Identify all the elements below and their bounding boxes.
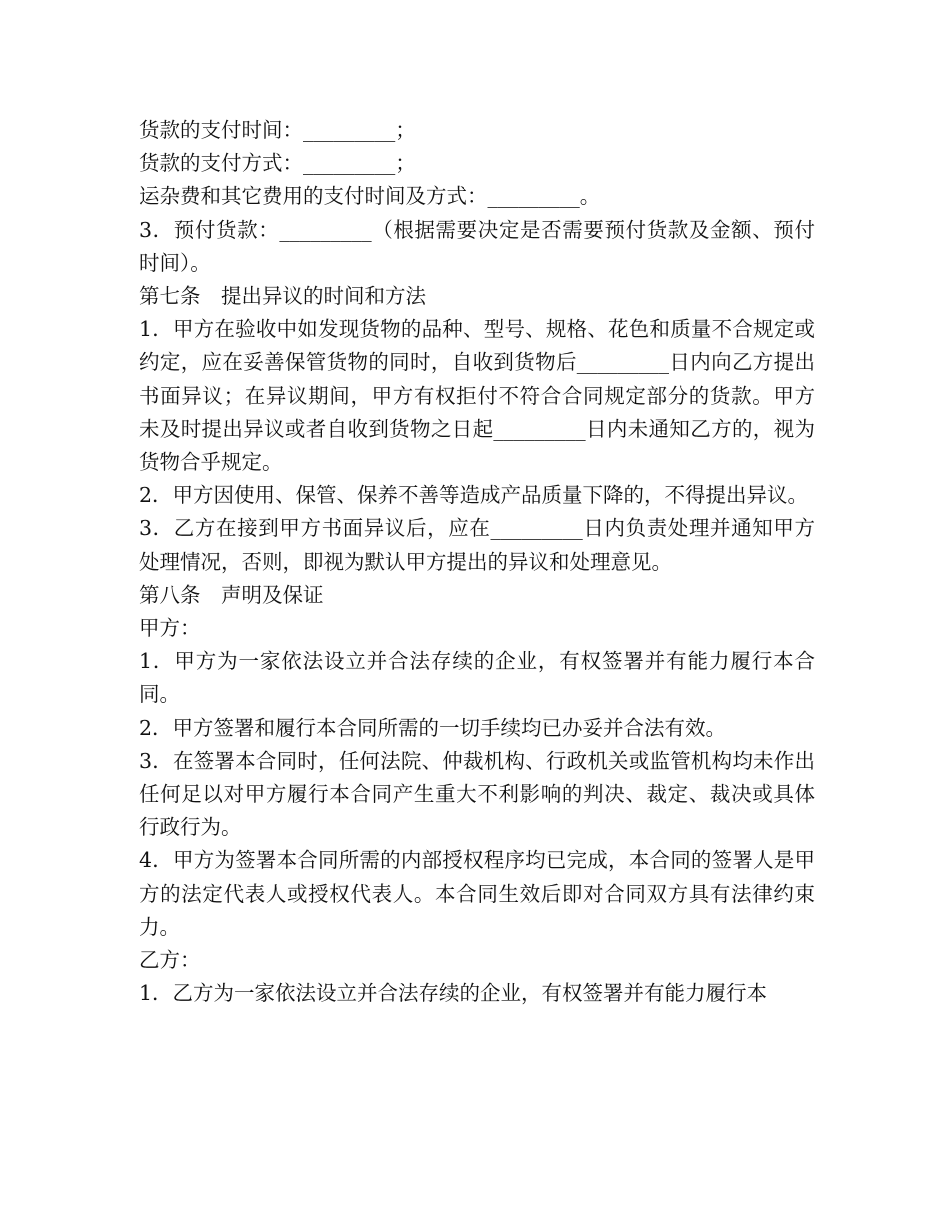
party-a-label: 甲方： [139,616,201,641]
article-8-heading: 第八条 声明及保证 [139,582,324,607]
party-b-label: 乙方： [139,948,201,973]
article-7-clause-3: 3．乙方在接到甲方书面异议后，应在_________日内负责处理并通知甲方处理情况，否则，即视为默认甲方提出的异议和处理意见。 [139,516,815,574]
document-page [139,114,815,1010]
article-7-heading: 第七条 提出异议的时间和方法 [139,284,426,309]
party-a-clause-2: 2．甲方签署和履行本合同所需的一切手续均已办妥并合法有效。 [139,715,727,740]
article-7-clause-2: 2．甲方因使用、保管、保养不善等造成产品质量下降的，不得提出异议。 [139,483,809,508]
party-b-clause-1: 1．乙方为一家依法设立并合法存续的企业，有权签署并有能力履行本 [139,981,768,1006]
party-a-clause-1: 1．甲方为一家依法设立并合法存续的企业，有权签署并有能力履行本合同。 [139,649,815,707]
party-a-clause-4: 4．甲方为签署本合同所需的内部授权程序均已完成，本合同的签署人是甲方的法定代表人或授权代表人。本合同生效后即对合同双方具有法律约束力。 [139,848,815,939]
freight-payment-line: 运杂费和其它费用的支付时间及方式：_________。 [139,184,601,209]
article-7-clause-1: 1．甲方在验收中如发现货物的品种、型号、规格、花色和质量不合规定或约定，应在妥善保管货物的同时，自收到货物后_________日内向乙方提出书面异议；在异议期间，甲方有权拒付不符合合同规定部分的货款。甲方未及时提出异议或者自收到货物之日起_________日内未通知乙方的，视为货物合乎规定。 [139,317,815,475]
party-a-clause-3: 3．在签署本合同时，任何法院、仲裁机构、行政机关或监管机构均未作出任何足以对甲方履行本合同产生重大不利影响的判决、裁定、裁决或具体行政行为。 [139,748,815,840]
prepayment-clause: 3．预付货款：_________（根据需要决定是否需要预付货款及金额、预付时间）。 [139,217,815,275]
payment-method-line: 货款的支付方式：_________； [139,151,416,176]
payment-time-line: 货款的支付时间：_________； [139,118,416,142]
